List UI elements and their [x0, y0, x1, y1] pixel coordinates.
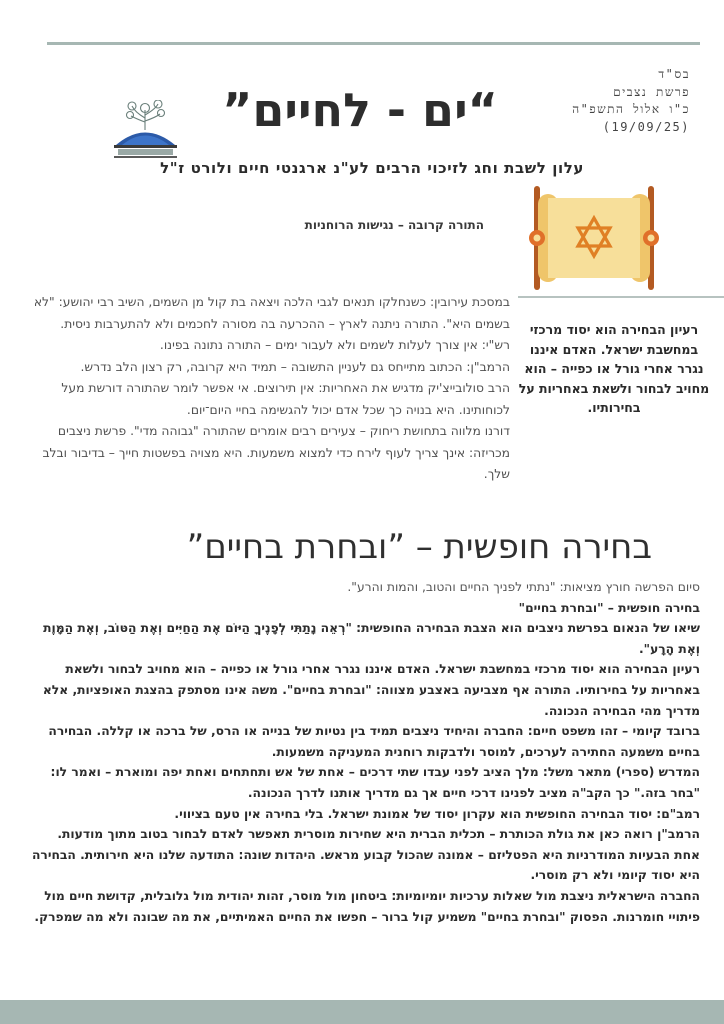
paragraph: אחת הבעיות המודרניות היא הפטליזם – אמונה שהכול קבוע מראש. היהדות שונה: התודעה שלנו היא חירותית. הבחירה היא יסוד קיומי ולא רק מוסרי.	[31, 847, 700, 883]
header-meta	[570, 66, 690, 136]
paragraph: הרמב"ן: הכתוב מתייחס גם לעניין התשובה – תמיד היא קרובה, רק רצון הלב נדרש.	[80, 359, 510, 374]
footer-band	[0, 1000, 724, 1024]
paragraph: דורנו מלווה בתחושת ריחוק – צעירים רבים אומרים שהתורה "גבוהה מדי". פרשת ניצבים מכריזה: אינך צריך לעוף לירח כדי למצוא משמעות. היא מצויה בפשטות חייך – בדיבור ובלב שלך.	[42, 424, 510, 481]
top-divider-line	[47, 42, 700, 45]
paragraph: שיאו של הנאום בפרשת ניצבים הוא הצבת הבחירה החופשית: "רְאֵה נָתַתִּי לְפָנֶיךָ הַיּוֹם אֶת הַחַיִּים וְאֶת הַטּוֹב, וְאֶת הַמָּוֶת וְאֶת הָרָע".	[43, 621, 700, 656]
torah-scroll-icon	[518, 180, 670, 296]
paragraph: רמב"ם: יסוד הבחירה החופשית הוא עקרון יסוד של אמונת ישראל. בלי בחירה אין טעם בציווי.	[174, 806, 700, 821]
side-callout: רעיון הבחירה הוא יסוד מרכזי במחשבת ישראל. האדם איננו נגרר אחרי גורל או כפייה – הוא מחויב לבחור ולשאת באחריות על בחירותיו.	[518, 322, 710, 415]
paragraph: רעיון הבחירה הוא יסוד מרכזי במחשבת ישראל. האדם איננו נגרר אחרי גורל או כפייה – הוא מחויב לבחור ולשאת באחריות על בחירותיו. התורה אף מצביעה באצבע מצווה: "ובחרת בחיים". משה אינו מסתפק בהצגת האופציות, אלא מדריך מהי הבחירה הנכונה.	[42, 662, 700, 718]
hebrew-date: כ"ו אלול התשפ"ה	[572, 102, 690, 116]
paragraph: החברה הישראלית ניצבת מול שאלות ערכיות יומיומיות: ביטחון מול מוסר, זהות יהודית מול גלובלית, קדושת חיים מול פיתויי חומרנות. הפסוק "ובחרת בחיים" משמיע קול ברור – חפשו את החיים האמיתיים, את מה שבונה ולא מה שמפרק.	[34, 888, 700, 924]
article-heading: בחירה חופשית – ”ובחרת בחיים”	[186, 527, 652, 567]
paragraph: המדרש (ספרי) מתאר משל: מלך הציב לפני עבדו שתי דרכים – אחת של אש ותחתחים ואחת יפה ומוארת – ואמר לו: "בחר בזה." כך הקב"ה מציב לפנינו דרכי חיים אך גם מדריך אותנו לדרך הנכונה.	[50, 765, 700, 800]
paragraph: הרמב"ן רואה כאן את גולת הכותרת – תכלית הברית היא שחירות מוסרית תאפשר לאדם לבחור בטוב מתוך מודעות.	[57, 827, 700, 842]
gregorian-date: (19/09/25)	[602, 119, 690, 134]
paragraph: רש"י: אין צורך לעלות לשמים ולא לעבור ימים – התורה נתונה בפינו.	[159, 338, 510, 352]
paragraph: בחירה חופשית – "ובחרת בחיים"	[518, 600, 700, 615]
bsd-label: בס"ד	[658, 67, 690, 81]
section-body	[22, 292, 510, 486]
paragraph: במסכת עירובין: כשנחלקו תנאים לגבי הלכה ויצאה בת קול מן השמים, השיב רבי יהושע: "לא בשמים היא". התורה ניתנה לארץ – ההכרעה בה מסורה לחכמים ולא להתערבות ניסית.	[33, 295, 510, 331]
side-divider	[518, 296, 724, 298]
paragraph: ברובד קיומי – זהו משפט חיים: החברה והיחיד ניצבים תמיד בין נטיות של בנייה או הרס, של ברכה או קללה. הבחירה בחיים משמעה החתירה לערכים, למוסר ולדבקות רוחנית המעניקה משמעות.	[48, 724, 700, 759]
parasha-label: פרשת נצבים	[613, 84, 690, 99]
article-intro: סיום הפרשה חורץ מציאות: "נתתי לפניך החיים והטוב, והמות והרע".	[347, 580, 700, 594]
paragraph: הרב סולובייצ'יק מדגיש את האחריות: אין תירוצים. אי אפשר לומר שהתורה דורשת מעל לכוחותינו. היא בנויה כך שכל אדם יכול להגשימה בחיי היום־יום.	[61, 381, 510, 417]
newsletter-subtitle: עלון לשבת וחג לזיכוי הרבים לע"נ ארגנטי חיים ולורט ז"ל	[160, 159, 584, 177]
article-body	[22, 577, 700, 927]
section-heading: התורה קרובה – נגישות הרוחניות	[304, 218, 484, 232]
tree-dome-logo-icon	[108, 100, 183, 162]
newsletter-title: “ים - לחיים”	[222, 83, 498, 137]
